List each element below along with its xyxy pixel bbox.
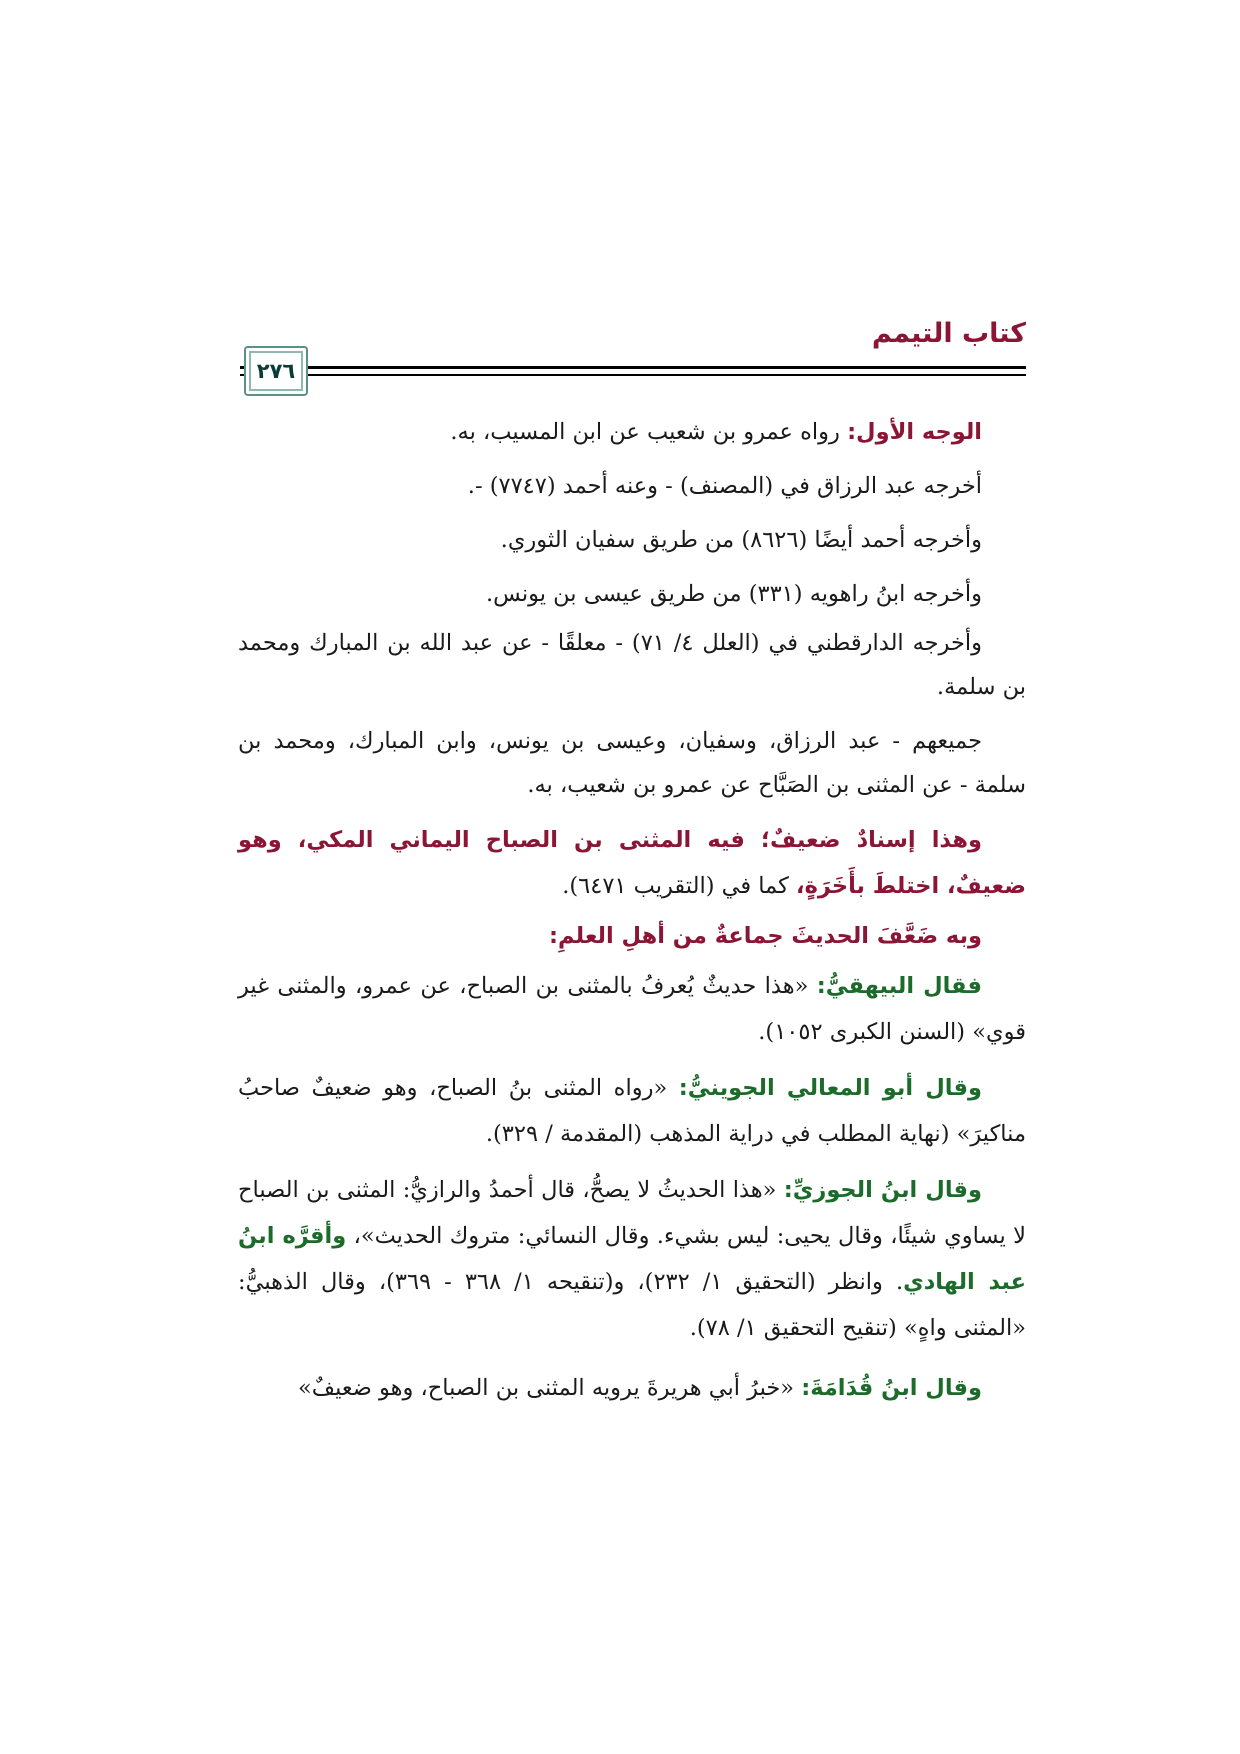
page-header: [226, 318, 1026, 388]
paragraph: وهذا إسنادٌ ضعيفٌ؛ فيه المثنى بن الصباح اليماني المكي، وهو ضعيفٌ، اختلطَ بأَخَرَةٍ، كما في (التقريب ٦٤٧١).: [238, 827, 1026, 899]
section-heading: وبه ضَعَّفَ الحديثَ جماعةٌ من أهلِ العلمِ:: [549, 923, 982, 949]
page-number-frame: [244, 346, 308, 396]
paragraph: وقال أبو المعالي الجوينيُّ: «رواه المثنى بنُ الصباح، وهو ضعيفٌ صاحبُ مناكيرَ» (نهاية المطلب في دراية المذهب (المقدمة / ٣٢٩).: [238, 1075, 1026, 1147]
scholar-name: فقال البيهقيُّ:: [816, 973, 982, 999]
paragraph: أخرجه عبد الرزاق في (المصنف) - وعنه أحمد (٧٧٤٧) -.: [467, 473, 982, 499]
header-rule-bottom: [226, 374, 1026, 376]
scholar-name: وقال ابنُ قُدَامَةَ:: [801, 1375, 982, 1401]
book-title: كتاب التيمم: [871, 318, 1026, 349]
paragraph: [238, 909, 1026, 963]
paragraph: الوجه الأول: رواه عمرو بن شعيب عن ابن المسيب، به.: [450, 419, 982, 445]
scholar-name: وأقرَّه ابنُ عبد الهادي: [238, 1223, 1027, 1295]
paragraph: وأخرجه الدارقطني في (العلل ٤/ ٧١) - معلقًا - عن عبد الله بن المبارك ومحمد بن سلمة.: [238, 630, 1026, 700]
paragraph: وأخرجه ابنُ راهويه (٣٣١) من طريق عيسى بن يونس.: [486, 581, 982, 607]
page-body: [238, 405, 1026, 1415]
header-rule-top: [226, 366, 1026, 369]
scholar-name: وقال ابنُ الجوزيِّ:: [783, 1177, 982, 1203]
paragraph: جميعهم - عبد الرزاق، وسفيان، وعيسى بن يونس، وابن المبارك، ومحمد بن سلمة - عن المثنى بن الصَبَّاح عن عمرو بن شعيب، به.: [238, 728, 1026, 798]
isnad-verdict: وهذا إسنادٌ ضعيفٌ؛ فيه المثنى بن الصباح اليماني المكي، وهو ضعيفٌ، اختلطَ بأَخَرَةٍ،: [238, 827, 1026, 899]
paragraph: وقال ابنُ الجوزيِّ: «هذا الحديثُ لا يصحُّ، قال أحمدُ والرازيُّ: المثنى بن الصباح لا يساوي شيئًا، وقال يحيى: ليس بشيء. وقال النسائي: متروك الحديث»، وأقرَّه ابنُ عبد الهادي. وانظر (التحقيق ١/ ٢٣٢)، و(تنقيحه ١/ ٣٦٨ - ٣٦٩)، وقال الذهبيُّ: «المثنى واهٍ» (تنقيح التحقيق ١/ ٧٨).: [238, 1177, 1027, 1341]
paragraph: فقال البيهقيُّ: «هذا حديثٌ يُعرفُ بالمثنى بن الصباح، عن عمرو، والمثنى غير قوي» (السنن الكبرى ١٠٥٢).: [238, 973, 1026, 1045]
section-lead: الوجه الأول:: [847, 419, 982, 445]
scholar-name: وقال أبو المعالي الجوينيُّ:: [678, 1075, 982, 1101]
paragraph: وقال ابنُ قُدَامَةَ: «خبرُ أبي هريرةَ يرويه المثنى بن الصباح، وهو ضعيفٌ»: [298, 1375, 982, 1401]
page-number: ٢٧٦: [256, 359, 296, 383]
paragraph: وأخرجه أحمد أيضًا (٨٦٢٦) من طريق سفيان الثوري.: [500, 527, 982, 553]
